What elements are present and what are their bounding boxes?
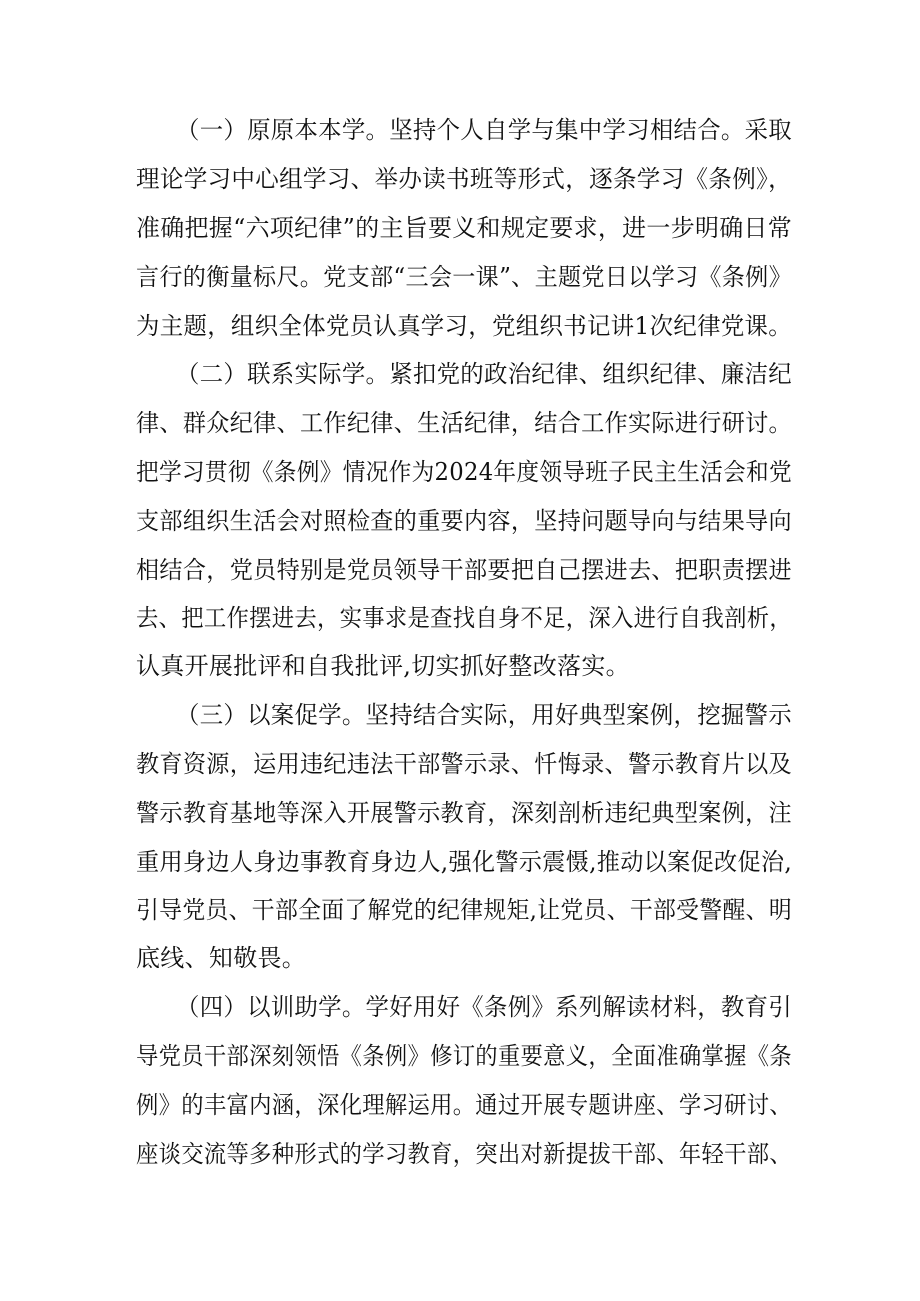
- paragraph-4-line: 例》的丰富内涵，深化理解运用。通过开展专题讲座、学习研讨、: [136, 1091, 793, 1119]
- paragraph-1-line: 理论学习中心组学习、举办读书班等形式，逐条学习《条例》，: [136, 165, 792, 193]
- paragraph-1-line: 准确把握“六项纪律”的主旨要义和规定要求，进一步明确日常: [136, 214, 793, 242]
- paragraph-3-line: 重用身边人身边事教育身边人,强化警示震慑,推动以案促改促治,: [136, 848, 793, 876]
- paragraph-1-heading-line: （一）原原本本学。坚持个人自学与集中学习相结合。采取: [176, 116, 793, 144]
- paragraph-2-line: 支部组织生活会对照检查的重要内容，坚持问题导向与结果导向: [136, 507, 792, 535]
- paragraph-3-line: 警示教育基地等深入开展警示教育，深刻剖析违纪典型案例，注: [136, 799, 792, 827]
- paragraph-1-line: 言行的衡量标尺。党支部“三会一课”、主题党日以学习《条例》: [136, 263, 792, 291]
- paragraph-4-heading-line: （四）以训助学。学好用好《条例》系列解读材料，教育引: [176, 993, 793, 1021]
- paragraph-2-line: 相结合，党员特别是党员领导干部要把自己摆进去、把职责摆进: [136, 556, 792, 584]
- paragraph-2-line: 去、把工作摆进去，实事求是查找自身不足，深入进行自我剖析，: [136, 604, 793, 632]
- paragraph-3-line: 引导党员、干部全面了解党的纪律规矩,让党员、干部受警醒、明: [136, 896, 792, 924]
- paragraph-3-line: 底线、知敬畏。: [136, 944, 307, 972]
- paragraph-3-line: 教育资源，运用违纪违法干部警示录、忏悔录、警示教育片以及: [136, 750, 792, 778]
- paragraph-4-line: 座谈交流等多种形式的学习教育，突出对新提拔干部、年轻干部、: [136, 1140, 793, 1168]
- paragraph-1-line: 为主题，组织全体党员认真学习，党组织书记讲1次纪律党课。: [136, 312, 793, 340]
- paragraph-4-line: 导党员干部深刻领悟《条例》修订的重要意义，全面准确掌握《条: [136, 1042, 793, 1070]
- paragraph-2-line: 认真开展批评和自我批评,切实抓好整改落实。: [136, 652, 630, 680]
- paragraph-2-line: 把学习贯彻《条例》情况作为2024年度领导班子民主生活会和党: [136, 458, 792, 486]
- paragraph-2-heading-line: （二）联系实际学。紧扣党的政治纪律、组织纪律、廉洁纪: [176, 360, 793, 388]
- paragraph-3-heading-line: （三）以案促学。坚持结合实际，用好典型案例，挖掘警示: [176, 701, 793, 729]
- paragraph-2-line: 律、群众纪律、工作纪律、生活纪律，结合工作实际进行研讨。: [136, 409, 792, 437]
